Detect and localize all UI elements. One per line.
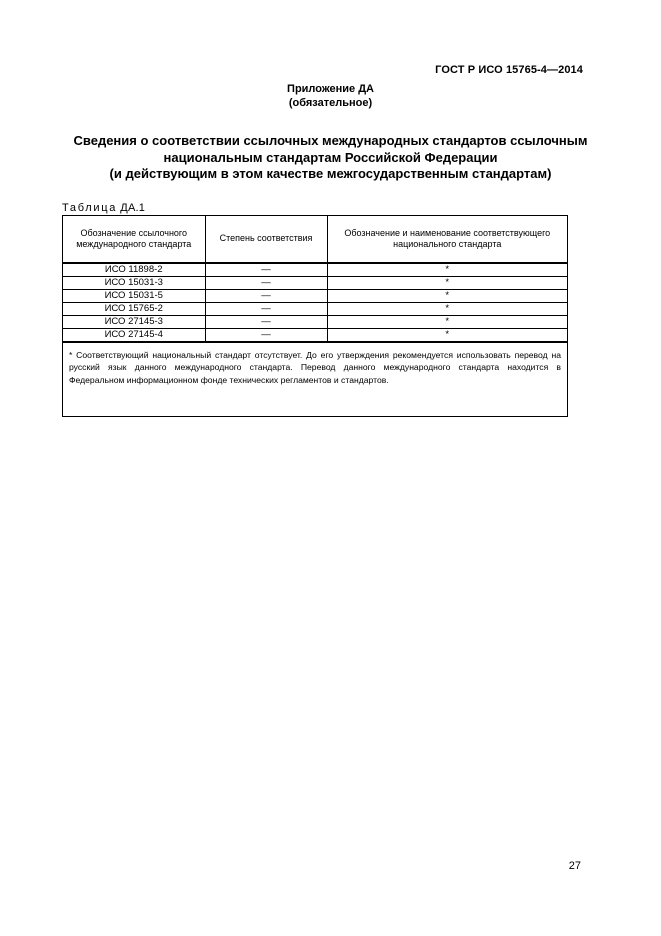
cell-national-standard: *: [327, 329, 567, 343]
cell-national-standard: *: [327, 277, 567, 290]
document-code: ГОСТ Р ИСО 15765-4—2014: [435, 64, 583, 76]
cell-degree-of-conformity: —: [205, 263, 327, 277]
table-caption: [62, 202, 145, 214]
column-header-national-standard: Обозначение и наименование соответствующего национального стандарта: [327, 216, 567, 263]
cell-degree-of-conformity: —: [205, 329, 327, 343]
section-title-line-1: Сведения о соответствии ссылочных международных стандартов ссылочным: [73, 133, 588, 148]
table-row: [63, 316, 567, 329]
appendix-heading: [0, 82, 661, 110]
cell-international-standard: ИСО 15765-2: [63, 303, 205, 316]
appendix-title: Приложение ДА: [287, 83, 374, 95]
cell-international-standard: ИСО 11898-2: [63, 263, 205, 277]
table-row: [63, 263, 567, 277]
cell-degree-of-conformity: —: [205, 290, 327, 303]
cell-international-standard: ИСО 15031-3: [63, 277, 205, 290]
table-row: [63, 290, 567, 303]
cell-degree-of-conformity: —: [205, 316, 327, 329]
cell-degree-of-conformity: —: [205, 303, 327, 316]
section-title-line-3: (и действующим в этом качестве межгосударственным стандартам): [109, 166, 552, 181]
cell-national-standard: *: [327, 303, 567, 316]
table-footnote: [63, 343, 567, 386]
section-title: [30, 133, 631, 183]
table-row: [63, 329, 567, 343]
column-header-degree-of-conformity: Степень соответствия: [205, 216, 327, 263]
section-title-line-2: национальным стандартам Российской Федерации: [163, 149, 498, 165]
standards-table: [62, 215, 568, 417]
cell-degree-of-conformity: —: [205, 277, 327, 290]
page-number: 27: [568, 860, 581, 872]
table-row: [63, 277, 567, 290]
table-caption-word: Таблица: [62, 202, 118, 214]
table-header-row: [63, 216, 567, 263]
appendix-status: (обязательное): [288, 97, 373, 109]
cell-international-standard: ИСО 27145-4: [63, 329, 205, 343]
column-header-international-standard: Обозначение ссылочного международного стандарта: [63, 216, 205, 263]
cell-international-standard: ИСО 15031-5: [63, 290, 205, 303]
table-row: [63, 303, 567, 316]
cell-national-standard: *: [327, 316, 567, 329]
table-footnote-text: * Соответствующий национальный стандарт отсутствует. До его утверждения рекомендуется использовать перевод на русский язык данного международного стандарта. Перевод данного международного стандарта находится в Федеральном информационном фонде технических регламентов и стандартов.: [69, 350, 561, 385]
table-caption-number: ДА.1: [120, 202, 146, 214]
cell-international-standard: ИСО 27145-3: [63, 316, 205, 329]
cell-national-standard: *: [327, 290, 567, 303]
standards-table-grid: [63, 216, 567, 343]
cell-national-standard: *: [327, 263, 567, 277]
